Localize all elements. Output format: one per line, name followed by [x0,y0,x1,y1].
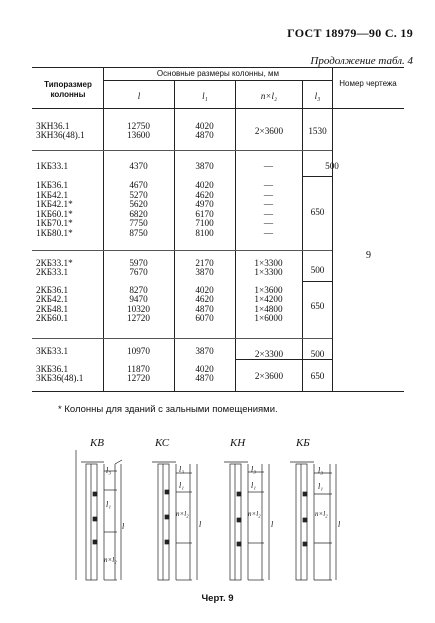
dim-label-nl2: n×l₂ [248,510,261,518]
table-continuation: Продолжение табл. 4 [310,55,413,67]
cell-l: 12720 [127,373,150,383]
dim-label-l3: l₃ [318,466,324,475]
merged-l3-b: 650 [310,207,325,217]
dim-label-l: l [122,522,125,531]
dim-label-l: l [271,520,274,529]
cell-type: 1КБ42.1 [36,190,69,200]
cell-l1: 4870 [195,304,214,314]
dim-label-l1: l₁ [251,481,257,490]
col-header-drawing: Номер чертежа [339,79,397,88]
cell-nxl2: — [263,180,274,190]
drawing-label-kb: КБ [296,437,310,449]
cell-nxl2: 1×3300 [254,267,283,277]
drawing-label-ks: КС [155,437,170,449]
cell-l: 6820 [129,209,148,219]
dim-label-l1: l₁ [106,500,112,509]
cell-l1: 4620 [195,190,214,200]
cell-l: 4670 [129,180,148,190]
cell-type: 1КБ42.1* [36,199,73,209]
cell-nxl2: 1×3600 [254,285,283,295]
col-header-nxl2: n×l₂ [260,91,278,101]
merged-l3-a: 1530 [308,126,327,136]
col-header-type: Типоразмер колонны [44,80,92,99]
cell-type: 1КБ60.1* [36,209,73,219]
col-header-l3: l₃ [314,91,321,101]
cell-nxl2: 1×6000 [254,313,283,323]
figure-caption: Черт. 9 [201,593,234,604]
merged-nxl2-a: 2×3600 [254,126,284,136]
cell-type: 3КБ36(48).1 [36,373,84,383]
cell-nxl2: — [263,199,274,209]
cell-l1: 4020 [195,180,214,190]
dim-label-l: l [338,520,341,529]
cell-l1: 4970 [195,199,214,209]
cell-l: 4370 [129,161,148,171]
cell-l: 7670 [129,267,148,277]
cell-nxl2: 1×3300 [254,258,283,268]
cell-type: 2КБ48.1 [36,304,69,314]
cell-nxl2: — [263,209,274,219]
cell-l: 13600 [127,130,150,140]
column-kv [86,464,97,580]
cell-l1: 2170 [195,258,214,268]
cell-nxl2: 1×4200 [254,294,283,304]
cell-type: 2КБ33.1 [36,267,69,277]
cell-l1: 3870 [195,346,214,356]
footnote: * Колонны для зданий с зальными помещениями. [58,404,278,415]
column-ks [158,464,169,580]
cell-l1: 4620 [195,294,214,304]
cell-l1: 3870 [195,267,214,277]
cell-l1: 4870 [195,373,214,383]
cell-l1: 4870 [195,130,214,140]
cell-type: 1КБ33.1 [36,161,69,171]
col-header-group: Основные размеры колонны, мм [156,69,280,78]
cell-type: 2КБ60.1 [36,313,69,323]
cell-type: 1КБ80.1* [36,228,73,238]
cell-l1: 4020 [195,285,214,295]
dim-label-l: l [199,520,202,529]
cell-nxl2: — [263,218,274,228]
cell-l3: 500 [325,161,339,171]
cell-type: 3КН36.1 [36,121,70,131]
merged-l3-e: 500 [310,349,325,359]
cell-nxl2: — [263,161,274,171]
cell-type: 3КН36(48).1 [36,130,85,140]
cell-l: 5270 [129,190,148,200]
merged-l3-f: 650 [310,371,325,381]
drawing-label-kn: КН [230,437,246,449]
drawing-label-kv: КВ [90,437,105,449]
dim-label-l3: l₃ [179,465,185,474]
dim-label-l1: l₁ [318,482,324,491]
cell-l: 9470 [129,294,148,304]
cell-type: 3КБ36.1 [36,364,69,374]
cell-type: 2КБ33.1* [36,258,73,268]
cell-l1: 4020 [195,364,214,374]
cell-l: 8750 [129,228,148,238]
cell-l1: 7100 [195,218,214,228]
cell-type: 1КБ70.1* [36,218,73,228]
cell-l: 12720 [127,313,150,323]
dim-label-l3: l₃ [251,465,257,474]
cell-l1: 8100 [195,228,214,238]
dim-label-l1: l₁ [179,481,185,490]
cell-nxl2: — [263,228,274,238]
dim-label-nl2: n×l₂ [176,510,189,518]
cell-type: 3КБ33.1 [36,346,69,356]
dim-label-nl2: n×l₂ [315,510,328,518]
col-header-l: l [137,91,141,101]
cell-l: 12750 [127,121,150,131]
cell-l1: 6070 [195,313,214,323]
dim-label-nl2: n×l₂ [104,556,117,564]
cell-l: 11870 [127,364,150,374]
cell-type: 2КБ42.1 [36,294,69,304]
cell-l: 10970 [127,346,150,356]
merged-nxl2-b: 2×3300 [254,349,284,359]
dim-label-l3: l₃ [106,466,112,475]
cell-l: 5970 [129,258,148,268]
merged-l3-d: 650 [310,301,325,311]
cell-l1: 6170 [195,209,214,219]
cell-l1: 3870 [195,161,214,171]
merged-drawing-number: 9 [366,250,371,261]
page-header: ГОСТ 18979—90 С. 19 [287,26,413,40]
cell-type: 2КБ36.1 [36,285,69,295]
cell-nxl2: — [263,190,274,200]
merged-nxl2-c: 2×3600 [254,371,284,381]
cell-l: 8270 [129,285,148,295]
cell-l1: 4020 [195,121,214,131]
cell-nxl2: 1×4800 [254,304,283,314]
cell-l: 10320 [127,304,150,314]
col-header-l1: l₁ [202,91,208,101]
cell-l: 5620 [129,199,148,209]
cell-type: 1КБ36.1 [36,180,69,190]
cell-l: 7750 [129,218,148,228]
merged-l3-c: 500 [310,265,325,275]
